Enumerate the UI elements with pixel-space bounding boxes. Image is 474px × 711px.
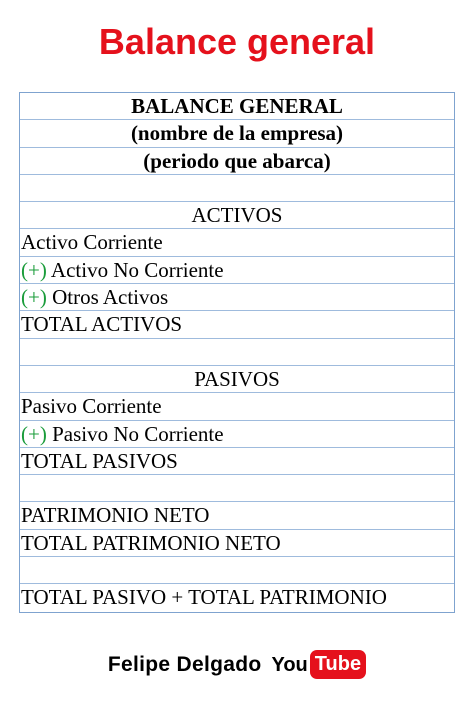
row-label: Pasivo Corriente xyxy=(21,394,162,419)
plus-sign: (+) xyxy=(21,257,47,282)
footer xyxy=(0,650,474,679)
table-row xyxy=(20,229,454,256)
row-label: (nombre de la empresa) xyxy=(130,121,344,146)
table-row-empty xyxy=(20,475,454,502)
table-row xyxy=(20,120,454,147)
table-row-empty xyxy=(20,175,454,202)
row-label: ACTIVOS xyxy=(191,203,283,228)
row-label: TOTAL ACTIVOS xyxy=(21,312,183,337)
plus-sign: (+) xyxy=(21,285,47,310)
row-label: Activo No Corriente xyxy=(46,257,224,282)
row-label: (periodo que abarca) xyxy=(143,148,331,173)
table-row xyxy=(20,257,454,284)
author-name: Felipe Delgado xyxy=(107,652,262,676)
table-row-empty xyxy=(20,557,454,584)
youtube-logo-icon[interactable] xyxy=(271,650,366,679)
table-row xyxy=(20,584,454,611)
table-row xyxy=(20,421,454,448)
row-label: TOTAL PASIVOS xyxy=(21,448,178,473)
table-row xyxy=(20,202,454,229)
table-row xyxy=(20,311,454,338)
youtube-logo-tube: Tube xyxy=(310,650,366,679)
table-row xyxy=(20,502,454,529)
row-label: Otros Activos xyxy=(46,285,169,310)
table-row xyxy=(20,393,454,420)
row-label: TOTAL PATRIMONIO NETO xyxy=(21,530,281,555)
table-row xyxy=(20,530,454,557)
table-row xyxy=(20,148,454,175)
row-label: BALANCE GENERAL xyxy=(131,94,343,118)
table-row-empty xyxy=(20,339,454,366)
balance-sheet-table xyxy=(19,92,455,613)
table-row xyxy=(20,284,454,311)
row-label: PATRIMONIO NETO xyxy=(21,503,210,528)
plus-sign: (+) xyxy=(21,421,47,446)
page-title: Balance general xyxy=(98,21,376,62)
row-label: TOTAL PASIVO + TOTAL PATRIMONIO xyxy=(21,585,387,610)
row-label: Pasivo No Corriente xyxy=(46,421,224,446)
table-row xyxy=(20,93,454,120)
row-label: Activo Corriente xyxy=(21,230,163,255)
table-row xyxy=(20,366,454,393)
row-label: PASIVOS xyxy=(194,366,280,391)
table-row xyxy=(20,448,454,475)
youtube-logo-you: You xyxy=(271,653,308,676)
